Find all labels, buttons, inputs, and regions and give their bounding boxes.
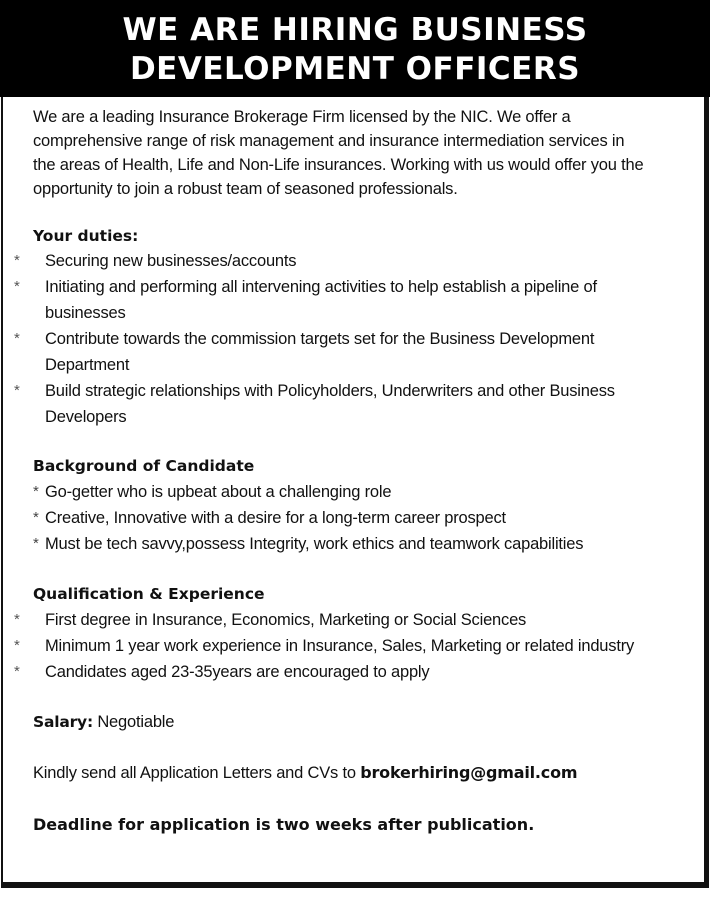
list-item — [3, 378, 615, 430]
list-item — [3, 274, 615, 326]
apply-line — [33, 761, 577, 785]
list-item — [3, 633, 634, 659]
qualification-text: First degree in Insurance, Economics, Marketing or Social Sciences — [45, 611, 527, 629]
duty-text: Contribute towards the commission targets set for the Business Development — [45, 330, 595, 348]
asterisk-bullet-icon: * — [33, 509, 39, 526]
intro-line: We are a leading Insurance Brokerage Firm licensed by the NIC. We offer a — [33, 108, 571, 126]
asterisk-bullet-icon: * — [14, 382, 20, 399]
duty-text-continued: Developers — [45, 408, 127, 426]
qualification-heading: Qualification & Experience — [33, 585, 265, 603]
duties-heading: Your duties: — [33, 227, 139, 245]
duty-text-continued: businesses — [45, 304, 126, 322]
duty-text: Initiating and performing all intervening activities to help establish a pipeline of — [45, 278, 597, 296]
asterisk-bullet-icon: * — [14, 278, 20, 295]
list-item — [3, 659, 634, 685]
email-link[interactable]: brokerhiring@gmail.com — [360, 763, 578, 782]
qualification-list — [3, 607, 634, 685]
title-line-1: WE ARE HIRING BUSINESS — [122, 12, 588, 48]
list-item — [3, 479, 583, 505]
asterisk-bullet-icon: * — [33, 483, 39, 500]
intro-paragraph — [33, 105, 693, 201]
qualification-text: Minimum 1 year work experience in Insurance, Sales, Marketing or related industry — [45, 637, 635, 655]
salary-label: Salary: — [33, 713, 93, 731]
asterisk-bullet-icon: * — [14, 252, 20, 269]
background-heading: Background of Candidate — [33, 457, 255, 475]
background-text: Must be tech savvy,possess Integrity, work ethics and teamwork capabilities — [45, 535, 584, 553]
apply-text: Kindly send all Application Letters and CVs to — [33, 764, 356, 782]
asterisk-bullet-icon: * — [14, 611, 20, 628]
qualification-text: Candidates aged 23-35years are encouraged to apply — [45, 663, 430, 681]
list-item — [3, 531, 583, 557]
asterisk-bullet-icon: * — [33, 535, 39, 552]
duties-list — [3, 248, 615, 430]
list-item — [3, 607, 634, 633]
intro-line: the areas of Health, Life and Non-Life insurances. Working with us would offer you the — [33, 156, 644, 174]
duty-text: Securing new businesses/accounts — [45, 252, 297, 270]
duty-text-continued: Department — [45, 356, 130, 374]
deadline-notice: Deadline for application is two weeks after publication. — [33, 815, 535, 834]
intro-line: comprehensive range of risk management and insurance intermediation services in — [33, 132, 625, 150]
asterisk-bullet-icon: * — [14, 663, 20, 680]
salary-line — [33, 710, 174, 734]
asterisk-bullet-icon: * — [14, 330, 20, 347]
title-line-2: DEVELOPMENT OFFICERS — [129, 51, 581, 87]
header-banner — [0, 0, 710, 97]
list-item — [3, 248, 615, 274]
salary-value: Negotiable — [97, 713, 175, 731]
duty-text: Build strategic relationships with Policyholders, Underwriters and other Business — [45, 382, 615, 400]
background-text: Go-getter who is upbeat about a challenging role — [45, 483, 392, 501]
background-list — [3, 479, 583, 557]
asterisk-bullet-icon: * — [14, 637, 20, 654]
list-item — [3, 505, 583, 531]
intro-line: opportunity to join a robust team of seasoned professionals. — [33, 180, 458, 198]
background-text: Creative, Innovative with a desire for a long-term career prospect — [45, 509, 506, 527]
ad-body — [1, 97, 709, 888]
list-item — [3, 326, 615, 378]
